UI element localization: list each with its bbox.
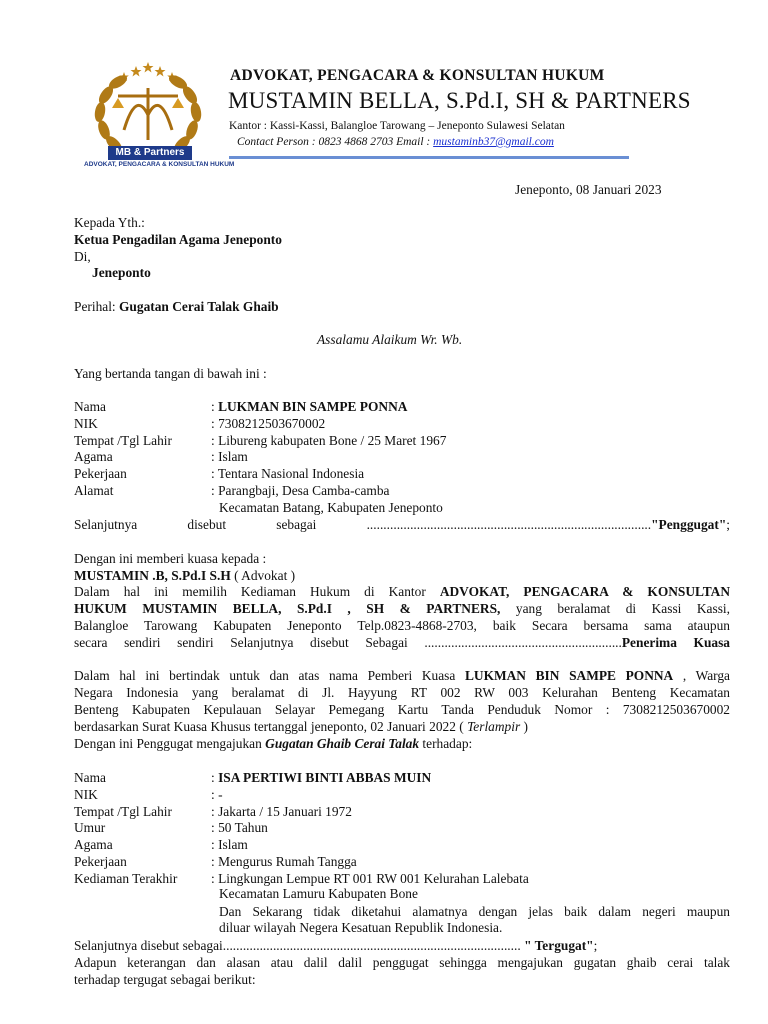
field-colon: : xyxy=(211,466,218,482)
field-value xyxy=(211,770,431,786)
field-label: Nama xyxy=(74,770,106,785)
acting-line-5 xyxy=(74,736,472,752)
field-value xyxy=(211,854,357,870)
field-label: NIK xyxy=(74,415,98,431)
field-colon: : xyxy=(211,449,219,465)
closing-line-2: terhadap tergugat sebagai berikut: xyxy=(74,972,256,987)
acting-line-4a: berdasarkan Surat Kuasa Khusus tertanggal jeneponto, 02 Januari 2022 ( xyxy=(74,719,464,734)
office-address: Kantor : Kassi-Kassi, Balangloe Tarowang – Jeneponto Sulawesi Selatan xyxy=(229,120,565,132)
acting-line-4b: Terlampir xyxy=(467,719,521,734)
subject-value: Gugatan Cerai Talak Ghaib xyxy=(119,299,279,314)
field-value xyxy=(211,483,389,499)
logo-subtitle: ADVOKAT, PENGACARA & KONSULTAN HUKUM xyxy=(84,161,235,168)
power-line-1 xyxy=(74,584,730,600)
field-value xyxy=(211,804,352,820)
field-text: - xyxy=(218,786,223,802)
power-line-2b: yang beralamat di Kassi Kassi, xyxy=(515,601,730,616)
field-label: Kediaman Terakhir xyxy=(74,870,178,886)
field-text: Parangbaji, Desa Camba-camba xyxy=(218,483,390,498)
power-line-4 xyxy=(74,635,730,651)
acting-line-1b: LUKMAN BIN SAMPE PONNA xyxy=(464,668,674,683)
acting-line-1a: Dalam hal ini bertindak untuk dan atas nama Pemberi Kuasa xyxy=(74,668,456,683)
firm-name: MUSTAMIN BELLA, S.Pd.I, SH & PARTNERS xyxy=(228,88,691,113)
def-ref-prefix: Selanjutnya disebut sebagai......................................................................................... xyxy=(74,938,521,953)
field-text: Lingkungan Lempue RT 001 RW 001 Kelurahan Lalebata xyxy=(218,870,529,886)
power-line-2 xyxy=(74,601,730,617)
ref-term: "Penggugat" xyxy=(651,517,727,532)
field-colon: : xyxy=(211,786,219,802)
power-line-1a: Dalam hal ini memilih Kediaman Hukum di Kantor xyxy=(74,584,426,599)
field-colon: : xyxy=(211,820,219,836)
def-ref-term: " Tergugat" xyxy=(524,938,594,953)
field-value xyxy=(211,837,248,853)
field-label: Agama xyxy=(74,837,113,853)
letter-date: Jeneponto, 08 Januari 2023 xyxy=(515,182,662,197)
field-text: Mengurus Rumah Tangga xyxy=(218,854,357,869)
plaintiff-address-line2: Kecamatan Batang, Kabupaten Jeneponto xyxy=(219,500,443,515)
field-text: Tentara Nasional Indonesia xyxy=(217,466,365,482)
acting-line-1c: , Warga xyxy=(682,668,730,683)
field-value xyxy=(211,871,529,887)
field-value xyxy=(211,433,446,449)
field-label: Tempat /Tgl Lahir xyxy=(74,432,172,448)
recipient-to: Kepada Yth.: xyxy=(74,215,145,230)
power-line-1b: ADVOKAT, PENGACARA & KONSULTAN xyxy=(439,584,730,599)
email-link[interactable]: mustaminb37@gmail.com xyxy=(433,136,554,148)
acting-line-3: Benteng Kabupaten Kepulauan Selayar Pemegang Kartu Tanda Penduduk Nomor : 7308212503670002 xyxy=(74,702,730,717)
closing-line-1: Adapun keterangan dan alasan atau dalil dalil penggugat sehingga mengajukan gugatan ghaib cerai talak xyxy=(74,955,730,970)
field-label: Umur xyxy=(74,820,106,836)
defendant-reference xyxy=(74,938,597,954)
defendant-address-line3: Dan Sekarang tidak diketahui alamatnya dengan jelas baik dalam negeri maupun xyxy=(219,904,730,919)
field-text: Islam xyxy=(218,449,248,465)
field-text: Islam xyxy=(218,837,248,853)
acting-line-1 xyxy=(74,668,730,684)
field-label: NIK xyxy=(74,786,98,802)
ref-suffix: ; xyxy=(726,517,730,532)
recipient-city: Jeneponto xyxy=(92,265,151,280)
field-colon: : xyxy=(211,854,219,869)
field-label: Agama xyxy=(74,449,113,465)
acting-line-5c: terhadap: xyxy=(422,736,473,751)
letterhead-divider xyxy=(229,156,629,159)
field-colon: : xyxy=(211,432,219,448)
recipient-di: Di, xyxy=(74,249,91,264)
contact-text: Contact Person : 0823 4868 2703 Email : xyxy=(237,136,434,148)
acting-line-4 xyxy=(74,719,528,735)
field-label: Nama xyxy=(74,399,106,414)
contact-line xyxy=(237,136,554,148)
field-text: Libureng kabupaten Bone / 25 Maret 1967 xyxy=(218,432,447,448)
acting-line-2: Negara Indonesia yang beralamat di Jl. Hayyung RT 002 RW 003 Kelurahan Benteng Kecamatan xyxy=(74,685,730,700)
def-ref-suffix: ; xyxy=(593,938,598,953)
acting-line-4c: ) xyxy=(523,719,528,734)
recipient-name: Ketua Pengadilan Agama Jeneponto xyxy=(74,232,282,247)
defendant-address-line2: Kecamatan Lamuru Kabupaten Bone xyxy=(219,886,418,901)
field-label: Pekerjaan xyxy=(74,854,127,869)
field-colon: : xyxy=(211,837,219,853)
acting-line-5b: Gugatan Ghaib Cerai Talak xyxy=(265,736,420,751)
field-label: Pekerjaan xyxy=(74,466,127,482)
lawyer-role: ( Advokat ) xyxy=(234,568,296,583)
acting-line-5a: Dengan ini Penggugat mengajukan xyxy=(74,736,262,751)
field-label: Tempat /Tgl Lahir xyxy=(74,803,172,819)
field-text: 7308212503670002 xyxy=(218,415,326,431)
field-value xyxy=(211,399,407,415)
field-colon: : xyxy=(211,483,219,498)
field-value xyxy=(211,449,248,465)
power-line-2a: HUKUM MUSTAMIN BELLA, S.Pd.I , SH & PARTNERS, xyxy=(74,601,501,616)
subject-line xyxy=(74,299,279,315)
intro-text: Yang bertanda tangan di bawah ini : xyxy=(74,366,267,381)
power-line-4a: secara sendiri sendiri Selanjutnya disebut Sebagai ........................................................... xyxy=(74,635,622,650)
ref-prefix: Selanjutnya disebut sebagai ..................................................................................... xyxy=(74,517,652,532)
field-colon: : xyxy=(211,399,219,414)
power-intro: Dengan ini memberi kuasa kepada : xyxy=(74,551,267,566)
power-line-3: Balangloe Tarowang Kabupaten Jeneponto Telp.0823-4868-2703, baik Secara bersama sama ataupun xyxy=(74,618,730,633)
field-value xyxy=(211,416,325,432)
defendant-address-line4: diluar wilayah Negera Kesatuan Republik Indonesia. xyxy=(219,920,503,935)
power-line-4b: Penerima Kuasa xyxy=(621,635,730,650)
lawyer-line xyxy=(74,568,295,584)
field-text: ISA PERTIWI BINTI ABBAS MUIN xyxy=(218,770,432,785)
logo-brand: MB & Partners xyxy=(115,147,185,158)
field-colon: : xyxy=(211,870,219,886)
field-text: Jakarta / 15 Januari 1972 xyxy=(218,803,352,819)
lawyer-name: MUSTAMIN .B, S.Pd.I S.H xyxy=(74,568,231,583)
field-colon: : xyxy=(211,770,219,785)
field-value xyxy=(211,820,268,836)
plaintiff-reference xyxy=(74,517,730,533)
subject-label: Perihal: xyxy=(74,299,116,314)
firm-logo xyxy=(84,60,235,172)
field-colon: : xyxy=(211,803,219,819)
field-value xyxy=(211,466,364,482)
field-value xyxy=(211,787,223,803)
field-label: Alamat xyxy=(74,483,114,498)
field-text: 50 Tahun xyxy=(218,820,268,836)
firm-type: ADVOKAT, PENGACARA & KONSULTAN HUKUM xyxy=(230,67,605,84)
field-colon: : xyxy=(211,415,219,431)
greeting: Assalamu Alaikum Wr. Wb. xyxy=(317,332,463,347)
field-text: LUKMAN BIN SAMPE PONNA xyxy=(218,399,408,414)
